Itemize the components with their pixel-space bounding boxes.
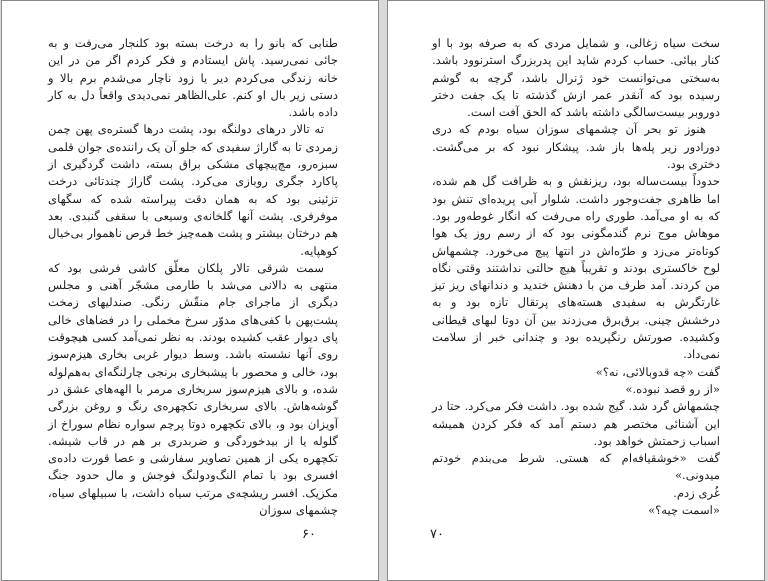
paragraph: ته تالار درهای دولنگه بود، پشت درها گستره‌ی پهن چمن زمردی تا به گاراژ سفیدی که جلو آن یک راننده‌ی جوان قلمی سبزه‌رو، مچ‌پیچهای مشکی براق بسته، داشت گردگیری از پاکارد جگری روبازی می‌کرد. پشت گاراژ چندتائی درخت تزئینی بود که به همان دقت پیراسته شده که سگهای موفرفری. پشت آنها گلخانه‌ی وسیعی با سقفی گنبدی. بعد هم درختان بیشتر و پشت همه‌چیز خط قرص ناهموار بی‌خیال کوهپایه. <box>48 122 338 258</box>
dialogue-line: «اسمت چیه؟» <box>648 503 720 518</box>
page-number: ۷۰ <box>430 527 444 542</box>
paragraph: طنابی که بانو را به درخت بسته بود کلنجار می‌رفت و به جائی نمی‌رسید. پاش ایستادم و فکر کردم اگر من در این خانه زندگی می‌کردم دیر یا زود ناچار می‌شدم برم بالا و دستی زیر بال او کنم. علی‌الظاهر نمی‌دیدی واقعاً دل به کار داده باشد. <box>48 36 338 120</box>
paragraph: سمت شرقی تالار پلکان معلّق کاشی فرشی بود که منتهی به دالانی می‌شد با طارمی مشجّر آهنی و مجلس دیگری از ماجرای جام منقّش رنگی. صندلیهای زمخت پشت‌پهن با کفی‌های مدوّر سرخ مخملی را در فضاهای خالی پای دیوار عقب کشیده بودند. به نظر نمی‌آمد کسی هیچوقت روی آنها نشسته باشد. وسط دیوار غربی بخاری هیزم‌سوز بود، خالی و محصور با پیشبخاری برنجی چارلنگه‌ای به‌هم‌لوله شده، و بالای هیزم‌سوز سربخاری مرمر با الهه‌های عشق در گوشه‌هاش. بالای سربخاری تکچهره‌ی رنگ و روغن بزرگی آویزان بود و، بالای تکچهره دوتا پرچم سواره نظام سوراخ از گلوله یا از بیدخوردگی و ضربدری بر هم در قاب شیشه. تکچهره یکی از همین تصاویر سفارشی و عصا قورت داده‌ی افسری بود با تمام النگ‌ودولنگ فوجش و مال حدود جنگ مکزیک. افسر ریشچه‌ی مرتب سیاه داشت، با سبیلهای سیاه، چشمهای سوزان <box>48 260 338 518</box>
left-page-text <box>48 35 338 519</box>
paragraph: چشمهاش گرد شد. گیج شده بود. داشت فکر می‌کرد. حتا در این آشنائی مختصر هم دستم آمد که فکر کردن همیشه اسباب زحمتش خواهد بود. <box>432 399 720 448</box>
left-page <box>1 0 379 581</box>
dialogue-line: غُری زدم. <box>673 485 720 500</box>
right-page-text <box>432 35 720 519</box>
paragraph: هنوز تو بحر آن چشمهای سوزان سیاه بودم که دری دورادور زیر پله‌ها باز شد. پیشکار نبود که بر می‌گشت. دختری بود. <box>432 122 720 172</box>
dialogue-line: «از رو قصد نبوده.» <box>625 381 720 396</box>
page-number: ۶۰ <box>302 527 316 542</box>
dialogue-line: گفت «خوشقیافه‌ام که هستی. شرط می‌بندم خودتم میدونی.» <box>432 451 720 483</box>
paragraph: حدوداً بیست‌ساله بود، ریزنقش و به ظرافت گل هم شده، اما ظاهری جفت‌وجور داشت. شلوار آبی پریده‌ای تنش بود که به او می‌آمد. طوری راه می‌رفت که انگار غوطه‌ور بود. موهاش موج نرم گندمگونی بود که از رسم روز یک هوا کوتاه‌تر می‌زد و طرّه‌اش در انتها پیچ می‌خورد. چشمهاش لوح خاکستری بودند و تقریباً هیچ حالتی نداشتند وقتی نگاه من کردند. آمد طرف من با دهنش خندید و دندانهای ریز تیز غارتگرش به سفیدی هسته‌های پرتقال تازه بود و به درخشش چینی. برق‌برق می‌زدند بین آن دوتا لبهای قیطانی وکشیده. صورتش رنگپریده بود و چندانی خبر از سلامت نمی‌داد. <box>432 174 720 362</box>
paragraph: سخت سیاه زغالی، و شمایل مردی که به صرفه بود با او کنار بیائی. حساب کردم شاید این پدربزرگ استرنوود باشد. به‌سختی می‌توانست خود ژنرال باشد، گرچه به گوشم رسیده بود که آنقدر عمر ازش گذشته تا یک جفت دختر دوروبر بیست‌سالگی داشته باشد که الحق آفت است. <box>432 36 720 120</box>
dialogue-line: گفت «چه قدوبالائی، نه؟» <box>595 364 720 379</box>
right-page <box>387 0 765 581</box>
